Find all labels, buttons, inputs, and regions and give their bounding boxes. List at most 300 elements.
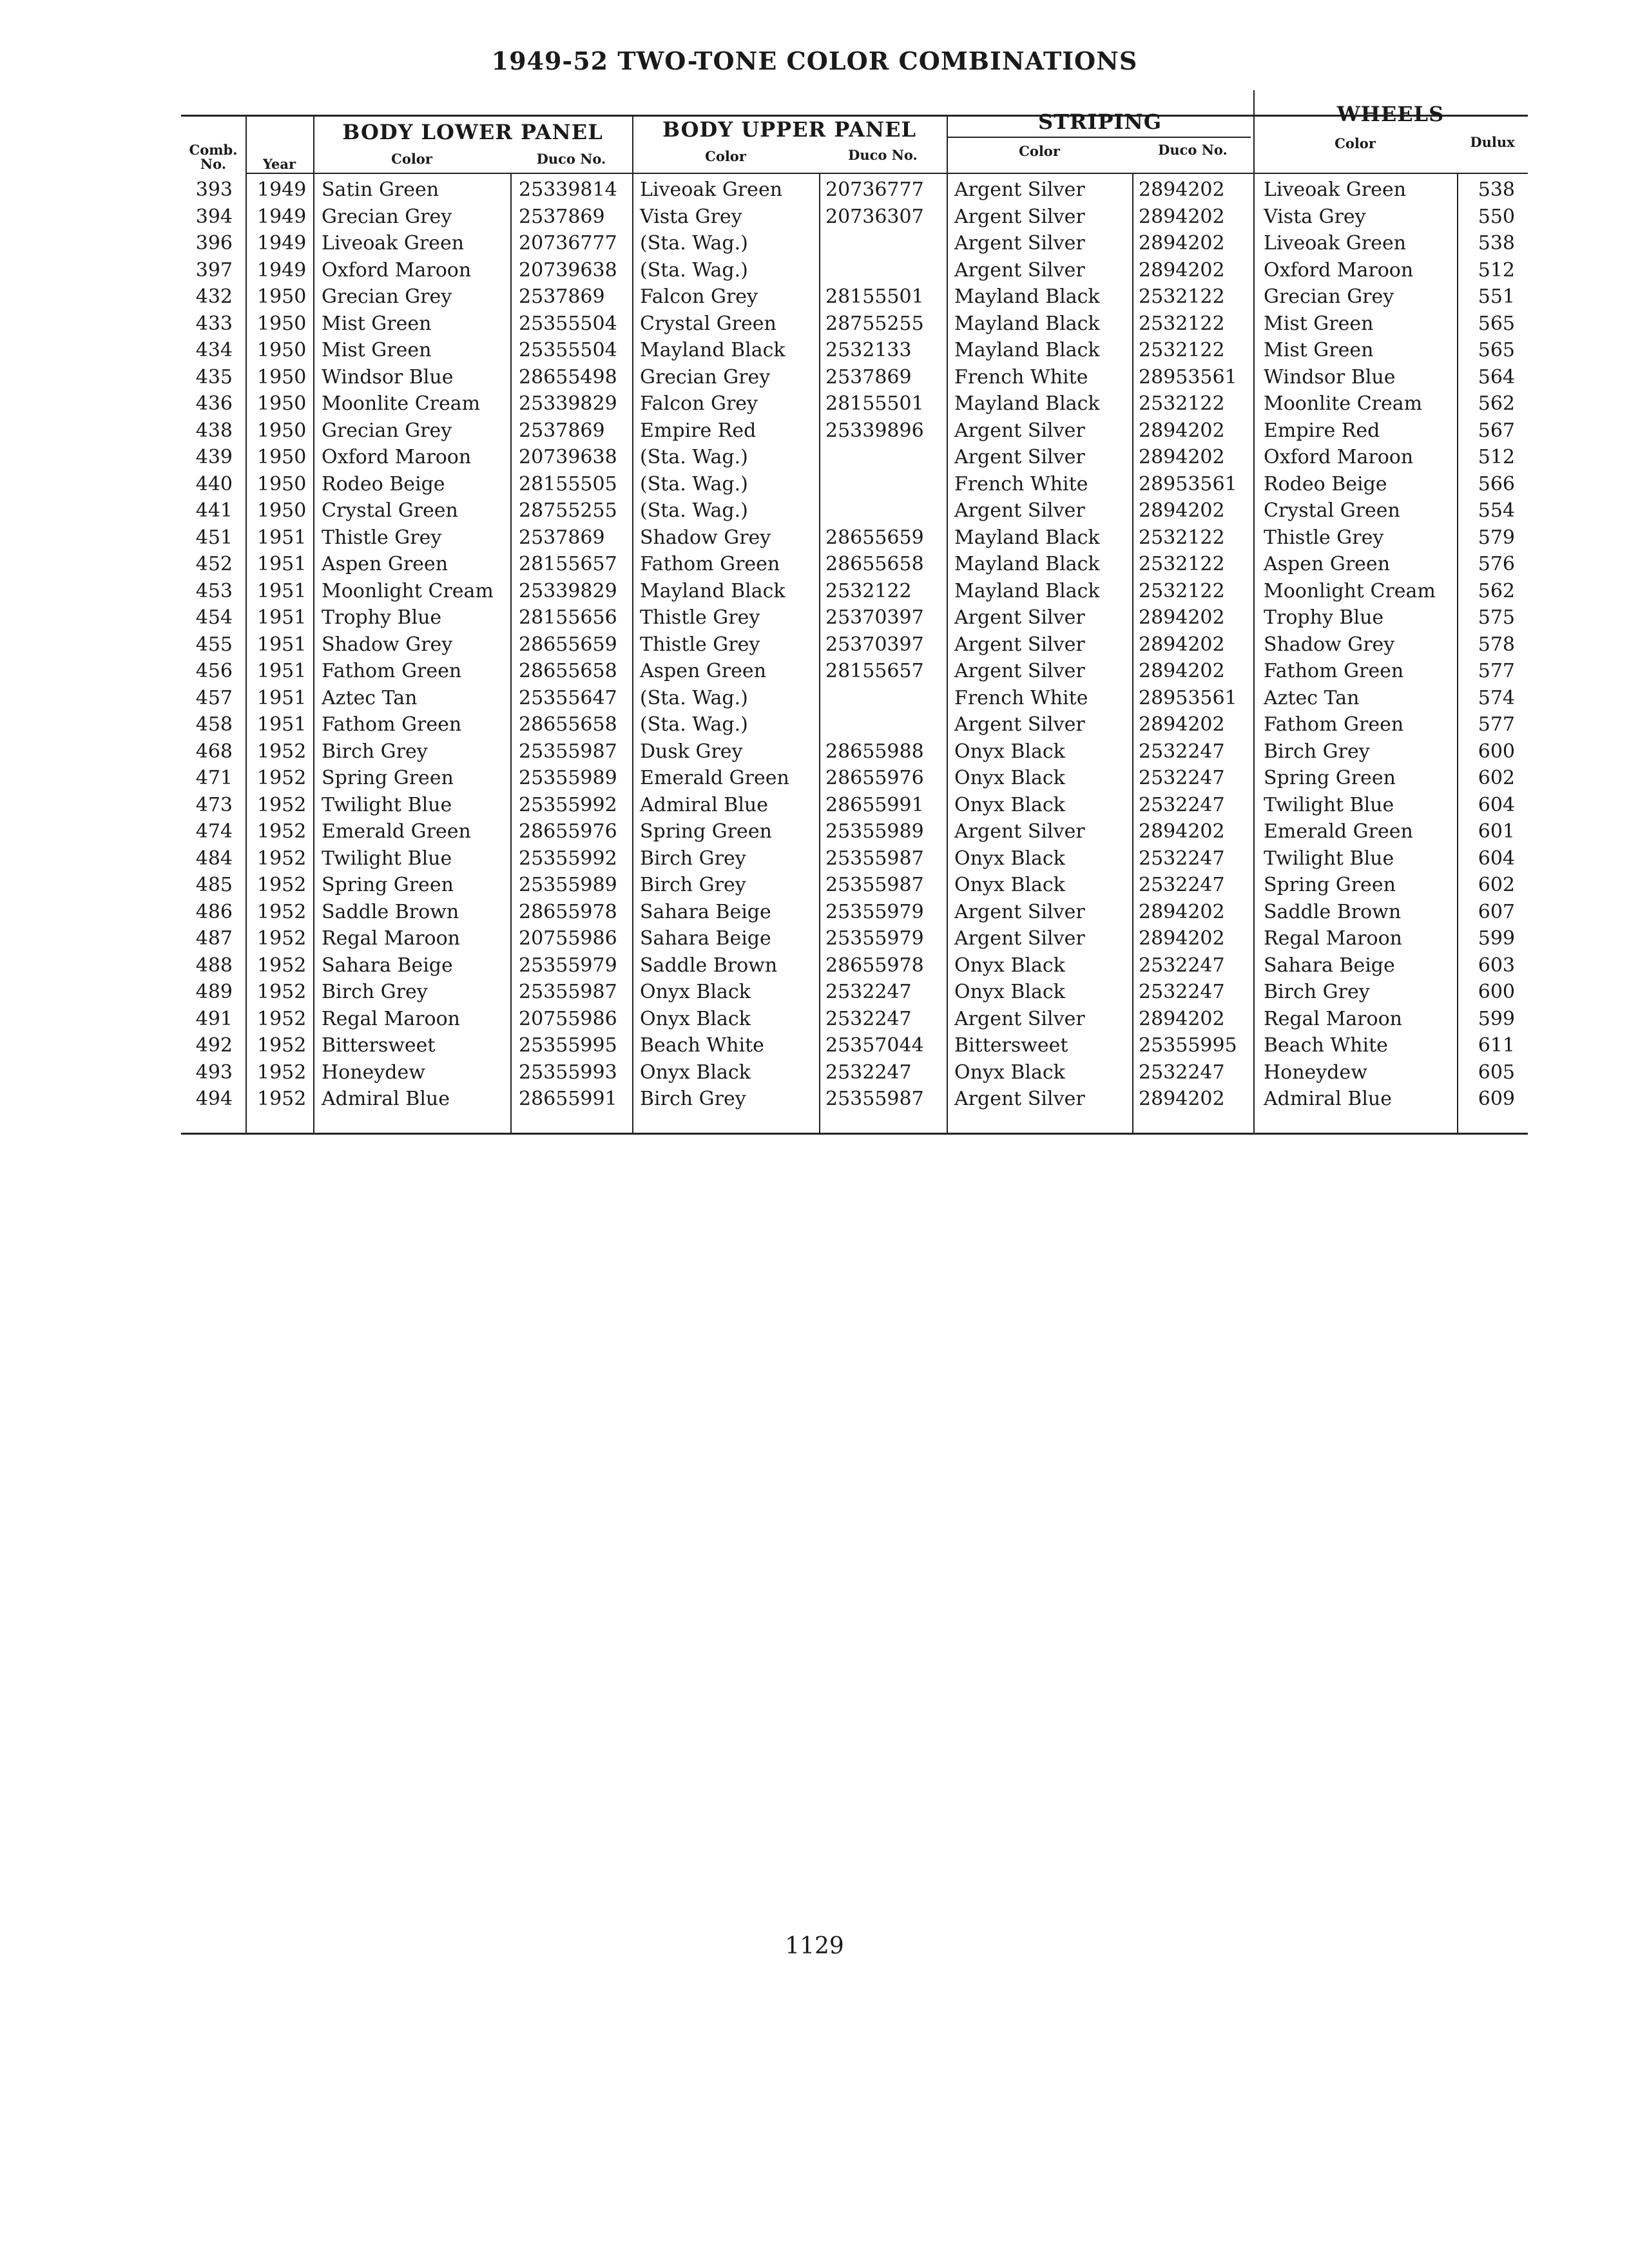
table-row: [181, 686, 1528, 712]
lower-color-cell: Bittersweet: [322, 1034, 436, 1057]
year-cell: 1952: [257, 981, 307, 1003]
year-cell: 1952: [257, 767, 307, 789]
wheel-color-cell: Regal Maroon: [1264, 1007, 1402, 1030]
comb-no-cell: 434: [195, 339, 233, 361]
wheel-dulux-cell: 609: [1478, 1088, 1515, 1110]
upper-duco-cell: 28755255: [825, 312, 924, 335]
lower-color-cell: Emerald Green: [322, 820, 471, 843]
upper-duco-cell: 25370397: [825, 633, 924, 656]
upper-duco-cell: 25355979: [825, 927, 924, 950]
table-row: [181, 793, 1528, 819]
striping-color-cell: Onyx Black: [954, 847, 1065, 870]
year-cell: 1950: [257, 312, 307, 335]
upper-duco-cell: 28655976: [825, 767, 924, 789]
wheel-color-cell: Twilight Blue: [1264, 847, 1394, 870]
wheel-color-cell: Shadow Grey: [1264, 633, 1395, 656]
table-row: [181, 204, 1528, 231]
striping-duco-cell: 2894202: [1139, 633, 1225, 656]
striping-group-rule: [948, 137, 1251, 138]
table-row: [181, 498, 1528, 524]
lower-duco-cell: 25355989: [519, 767, 617, 789]
comb-no-cell: 486: [195, 900, 233, 923]
wheel-color-cell: Crystal Green: [1264, 499, 1400, 522]
wheel-dulux-cell: 574: [1478, 686, 1515, 709]
table-row: [181, 1006, 1528, 1033]
lower-duco-cell: 25355987: [519, 981, 617, 1003]
striping-color-cell: Mayland Black: [954, 312, 1100, 335]
striping-color-cell: Argent Silver: [954, 927, 1085, 950]
table-row: [181, 872, 1528, 899]
striping-color-cell: French White: [954, 686, 1088, 709]
lower-color-cell: Thistle Grey: [322, 526, 442, 549]
table-row: [181, 765, 1528, 792]
comb-no-cell: 491: [195, 1007, 233, 1030]
lower-color-cell: Rodeo Beige: [322, 472, 445, 495]
header-upper-duco: Duco No.: [848, 147, 918, 163]
upper-color-cell: Grecian Grey: [640, 365, 771, 389]
comb-no-cell: 493: [195, 1061, 233, 1084]
lower-color-cell: Twilight Blue: [322, 793, 452, 816]
wheel-dulux-cell: 565: [1478, 339, 1515, 361]
upper-color-cell: Onyx Black: [640, 1007, 751, 1030]
table-row: [181, 258, 1528, 284]
header-no: No.: [200, 156, 227, 172]
wheel-color-cell: Moonlight Cream: [1264, 579, 1436, 602]
lower-duco-cell: 28655498: [519, 365, 617, 389]
striping-duco-cell: 2532247: [1139, 954, 1225, 977]
wheel-dulux-cell: 554: [1478, 499, 1515, 522]
comb-no-cell: 474: [195, 820, 233, 843]
year-cell: 1952: [257, 820, 307, 843]
upper-color-cell: (Sta. Wag.): [640, 472, 748, 495]
wheel-color-cell: Moonlite Cream: [1264, 392, 1423, 415]
comb-no-cell: 454: [195, 606, 233, 629]
upper-duco-cell: 20736777: [825, 178, 924, 201]
comb-no-cell: 433: [195, 312, 233, 335]
striping-duco-cell: 2532122: [1139, 392, 1225, 415]
striping-duco-cell: 28953561: [1139, 472, 1237, 495]
striping-duco-cell: 2532247: [1139, 767, 1225, 789]
striping-color-cell: Onyx Black: [954, 767, 1065, 789]
upper-color-cell: Onyx Black: [640, 981, 751, 1003]
upper-duco-cell: 28155501: [825, 285, 924, 308]
wheel-dulux-cell: 604: [1478, 793, 1515, 816]
striping-color-cell: Mayland Black: [954, 285, 1100, 308]
year-cell: 1952: [257, 927, 307, 950]
striping-duco-cell: 2532122: [1139, 553, 1225, 575]
striping-color-cell: French White: [954, 365, 1088, 389]
striping-color-cell: Argent Silver: [954, 499, 1085, 522]
lower-duco-cell: 25355979: [519, 954, 617, 977]
wheel-color-cell: Fathom Green: [1264, 713, 1404, 736]
striping-color-cell: Mayland Black: [954, 392, 1100, 415]
wheel-color-cell: Windsor Blue: [1264, 365, 1396, 389]
upper-color-cell: Thistle Grey: [640, 606, 760, 629]
striping-color-cell: Bittersweet: [954, 1034, 1068, 1057]
table-row: [181, 819, 1528, 845]
comb-no-cell: 452: [195, 553, 233, 575]
wheel-color-cell: Mist Green: [1264, 339, 1374, 361]
comb-no-cell: 492: [195, 1034, 233, 1057]
striping-color-cell: Mayland Black: [954, 526, 1100, 549]
header-upper-color: Color: [705, 148, 746, 164]
upper-color-cell: (Sta. Wag.): [640, 713, 748, 736]
header-rule: [246, 173, 1528, 174]
upper-duco-cell: 20736307: [825, 205, 924, 228]
year-cell: 1950: [257, 446, 307, 468]
year-cell: 1951: [257, 633, 307, 656]
lower-duco-cell: 2537869: [519, 526, 605, 549]
lower-color-cell: Honeydew: [322, 1061, 425, 1084]
year-cell: 1950: [257, 392, 307, 415]
upper-color-cell: Aspen Green: [640, 660, 767, 682]
comb-no-cell: 473: [195, 793, 233, 816]
lower-color-cell: Fathom Green: [322, 713, 462, 736]
lower-duco-cell: 28655659: [519, 633, 617, 656]
lower-color-cell: Admiral Blue: [322, 1088, 450, 1110]
comb-no-cell: 484: [195, 847, 233, 870]
upper-color-cell: Emerald Green: [640, 767, 789, 789]
striping-color-cell: Mayland Black: [954, 339, 1100, 361]
wheel-dulux-cell: 602: [1478, 767, 1515, 789]
striping-color-cell: Argent Silver: [954, 713, 1085, 736]
upper-duco-cell: 25370397: [825, 606, 924, 629]
lower-color-cell: Trophy Blue: [322, 606, 442, 629]
year-cell: 1949: [257, 258, 307, 282]
wheel-dulux-cell: 600: [1478, 981, 1515, 1003]
year-cell: 1952: [257, 954, 307, 977]
striping-duco-cell: 2532247: [1139, 981, 1225, 1003]
table-row: [181, 177, 1528, 204]
lower-duco-cell: 25339829: [519, 392, 617, 415]
comb-no-cell: 457: [195, 686, 233, 709]
striping-duco-cell: 2894202: [1139, 205, 1225, 228]
lower-color-cell: Crystal Green: [322, 499, 458, 522]
striping-color-cell: Onyx Black: [954, 874, 1065, 896]
upper-color-cell: Mayland Black: [640, 339, 786, 361]
comb-no-cell: 489: [195, 981, 233, 1003]
striping-duco-cell: 2532122: [1139, 579, 1225, 602]
lower-duco-cell: 25355647: [519, 686, 617, 709]
striping-duco-cell: 2532122: [1139, 285, 1225, 308]
lower-color-cell: Mist Green: [322, 312, 432, 335]
table-bottom-rule: [181, 1133, 1528, 1135]
wheel-dulux-cell: 577: [1478, 713, 1515, 736]
year-cell: 1949: [257, 232, 307, 255]
page-title: 1949-52 TWO-TONE COLOR COMBINATIONS: [491, 46, 1138, 75]
wheel-color-cell: Oxford Maroon: [1264, 258, 1414, 282]
lower-duco-cell: 25355993: [519, 1061, 617, 1084]
header-wheels-dulux: Dulux: [1470, 134, 1515, 150]
striping-color-cell: French White: [954, 472, 1088, 495]
lower-duco-cell: 20755986: [519, 927, 617, 950]
comb-no-cell: 485: [195, 874, 233, 896]
wheel-color-cell: Twilight Blue: [1264, 793, 1394, 816]
striping-color-cell: Argent Silver: [954, 900, 1085, 923]
upper-duco-cell: 28155657: [825, 660, 924, 682]
upper-duco-cell: 25339896: [825, 419, 924, 442]
wheel-color-cell: Aztec Tan: [1264, 686, 1360, 709]
wheel-dulux-cell: 599: [1478, 927, 1515, 950]
upper-duco-cell: 2532133: [825, 339, 912, 361]
striping-duco-cell: 2894202: [1139, 446, 1225, 468]
comb-no-cell: 453: [195, 579, 233, 602]
comb-no-cell: 436: [195, 392, 233, 415]
table-row: [181, 311, 1528, 338]
lower-duco-cell: 25355995: [519, 1034, 617, 1057]
upper-color-cell: Birch Grey: [640, 1088, 746, 1110]
striping-color-cell: Argent Silver: [954, 446, 1085, 468]
comb-no-cell: 455: [195, 633, 233, 656]
table-row: [181, 338, 1528, 364]
color-combination-table: [181, 90, 1528, 1134]
striping-color-cell: Mayland Black: [954, 553, 1100, 575]
year-cell: 1952: [257, 847, 307, 870]
comb-no-cell: 439: [195, 446, 233, 468]
striping-color-cell: Argent Silver: [954, 820, 1085, 843]
wheel-dulux-cell: 611: [1478, 1034, 1515, 1057]
wheel-color-cell: Trophy Blue: [1264, 606, 1384, 629]
page-number: 1129: [785, 1933, 844, 1959]
upper-duco-cell: 28655658: [825, 553, 924, 575]
wheel-dulux-cell: 512: [1478, 446, 1515, 468]
striping-duco-cell: 2894202: [1139, 927, 1225, 950]
lower-color-cell: Sahara Beige: [322, 954, 453, 977]
upper-color-cell: Sahara Beige: [640, 900, 771, 923]
table-row: [181, 418, 1528, 445]
year-cell: 1952: [257, 1034, 307, 1057]
year-cell: 1951: [257, 526, 307, 549]
upper-color-cell: Falcon Grey: [640, 392, 758, 415]
striping-color-cell: Argent Silver: [954, 606, 1085, 629]
striping-duco-cell: 2894202: [1139, 900, 1225, 923]
wheel-color-cell: Beach White: [1264, 1034, 1388, 1057]
year-cell: 1949: [257, 178, 307, 201]
upper-duco-cell: 28655988: [825, 740, 924, 763]
lower-duco-cell: 28655976: [519, 820, 617, 843]
lower-color-cell: Moonlite Cream: [322, 392, 481, 415]
year-cell: 1952: [257, 1007, 307, 1030]
striping-duco-cell: 2532247: [1139, 1061, 1225, 1084]
upper-duco-cell: 28155501: [825, 392, 924, 415]
lower-duco-cell: 25355504: [519, 339, 617, 361]
table-row: [181, 846, 1528, 872]
upper-color-cell: (Sta. Wag.): [640, 232, 748, 255]
lower-duco-cell: 28655658: [519, 660, 617, 682]
upper-duco-cell: 2532247: [825, 1007, 912, 1030]
wheel-color-cell: Birch Grey: [1264, 740, 1370, 763]
lower-duco-cell: 2537869: [519, 205, 605, 228]
wheel-dulux-cell: 512: [1478, 258, 1515, 282]
table-row: [181, 552, 1528, 578]
lower-color-cell: Moonlight Cream: [322, 579, 494, 602]
wheel-color-cell: Saddle Brown: [1264, 900, 1402, 923]
wheel-color-cell: Regal Maroon: [1264, 927, 1402, 950]
upper-color-cell: Saddle Brown: [640, 954, 778, 977]
upper-color-cell: Admiral Blue: [640, 793, 768, 816]
comb-no-cell: 396: [195, 232, 233, 255]
table-row: [181, 712, 1528, 738]
table-row: [181, 1086, 1528, 1113]
upper-color-cell: Sahara Beige: [640, 927, 771, 950]
wheel-dulux-cell: 579: [1478, 526, 1515, 549]
striping-color-cell: Mayland Black: [954, 579, 1100, 602]
year-cell: 1952: [257, 900, 307, 923]
striping-color-cell: Argent Silver: [954, 258, 1085, 282]
upper-color-cell: (Sta. Wag.): [640, 446, 748, 468]
striping-duco-cell: 2894202: [1139, 660, 1225, 682]
lower-duco-cell: 25355992: [519, 847, 617, 870]
lower-color-cell: Shadow Grey: [322, 633, 453, 656]
header-striping: STRIPING: [1037, 110, 1162, 134]
wheel-color-cell: Admiral Blue: [1264, 1088, 1392, 1110]
upper-color-cell: Birch Grey: [640, 874, 746, 896]
comb-no-cell: 471: [195, 767, 233, 789]
upper-color-cell: (Sta. Wag.): [640, 499, 748, 522]
wheel-color-cell: Fathom Green: [1264, 660, 1404, 682]
comb-no-cell: 432: [195, 285, 233, 308]
striping-color-cell: Argent Silver: [954, 419, 1085, 442]
upper-color-cell: Shadow Grey: [640, 526, 771, 549]
striping-duco-cell: 2894202: [1139, 820, 1225, 843]
upper-duco-cell: 25355987: [825, 1088, 924, 1110]
wheel-color-cell: Rodeo Beige: [1264, 472, 1387, 495]
wheel-dulux-cell: 607: [1478, 900, 1515, 923]
lower-color-cell: Oxford Maroon: [322, 446, 472, 468]
comb-no-cell: 438: [195, 419, 233, 442]
upper-duco-cell: 2537869: [825, 365, 912, 389]
wheel-color-cell: Emerald Green: [1264, 820, 1413, 843]
year-cell: 1951: [257, 606, 307, 629]
lower-duco-cell: 20736777: [519, 232, 617, 255]
lower-color-cell: Birch Grey: [322, 740, 428, 763]
upper-color-cell: Thistle Grey: [640, 633, 760, 656]
wheel-dulux-cell: 605: [1478, 1061, 1515, 1084]
lower-color-cell: Aztec Tan: [322, 686, 418, 709]
table-row: [181, 605, 1528, 631]
table-row: [181, 658, 1528, 685]
striping-duco-cell: 2532122: [1139, 526, 1225, 549]
wheel-dulux-cell: 567: [1478, 419, 1515, 442]
header-body-upper-panel: BODY UPPER PANEL: [662, 117, 917, 142]
striping-duco-cell: 2894202: [1139, 713, 1225, 736]
year-cell: 1952: [257, 740, 307, 763]
upper-color-cell: Beach White: [640, 1034, 764, 1057]
year-cell: 1951: [257, 686, 307, 709]
upper-color-cell: (Sta. Wag.): [640, 686, 748, 709]
year-cell: 1950: [257, 472, 307, 495]
wheel-color-cell: Honeydew: [1264, 1061, 1367, 1084]
year-cell: 1950: [257, 285, 307, 308]
table-row: [181, 391, 1528, 418]
upper-color-cell: Birch Grey: [640, 847, 746, 870]
table-row: [181, 472, 1528, 498]
striping-color-cell: Onyx Black: [954, 1061, 1065, 1084]
wheel-dulux-cell: 562: [1478, 579, 1515, 602]
striping-color-cell: Argent Silver: [954, 178, 1085, 201]
lower-color-cell: Birch Grey: [322, 981, 428, 1003]
striping-color-cell: Argent Silver: [954, 232, 1085, 255]
table-row: [181, 1033, 1528, 1059]
wheel-dulux-cell: 604: [1478, 847, 1515, 870]
lower-duco-cell: 20739638: [519, 258, 617, 282]
header-body-lower-panel: BODY LOWER PANEL: [342, 120, 603, 144]
upper-color-cell: Falcon Grey: [640, 285, 758, 308]
wheel-color-cell: Spring Green: [1264, 874, 1396, 896]
year-cell: 1952: [257, 1088, 307, 1110]
upper-color-cell: Spring Green: [640, 820, 772, 843]
lower-color-cell: Aspen Green: [322, 553, 448, 575]
wheel-dulux-cell: 600: [1478, 740, 1515, 763]
wheel-color-cell: Liveoak Green: [1264, 178, 1407, 201]
striping-duco-cell: 2894202: [1139, 499, 1225, 522]
lower-color-cell: Liveoak Green: [322, 232, 465, 255]
lower-duco-cell: 20755986: [519, 1007, 617, 1030]
table-row: [181, 739, 1528, 765]
striping-duco-cell: 2894202: [1139, 606, 1225, 629]
lower-color-cell: Spring Green: [322, 874, 454, 896]
wheel-dulux-cell: 575: [1478, 606, 1515, 629]
comb-no-cell: 456: [195, 660, 233, 682]
lower-color-cell: Oxford Maroon: [322, 258, 472, 282]
striping-duco-cell: 2894202: [1139, 1088, 1225, 1110]
upper-duco-cell: 25357044: [825, 1034, 924, 1057]
wheel-dulux-cell: 538: [1478, 232, 1515, 255]
year-cell: 1950: [257, 339, 307, 361]
lower-color-cell: Mist Green: [322, 339, 432, 361]
upper-duco-cell: 2532247: [825, 1061, 912, 1084]
comb-no-cell: 458: [195, 713, 233, 736]
wheel-color-cell: Birch Grey: [1264, 981, 1370, 1003]
striping-color-cell: Argent Silver: [954, 1007, 1085, 1030]
year-cell: 1950: [257, 419, 307, 442]
striping-color-cell: Argent Silver: [954, 1088, 1085, 1110]
wheel-dulux-cell: 603: [1478, 954, 1515, 977]
table-row: [181, 632, 1528, 658]
wheel-dulux-cell: 602: [1478, 874, 1515, 896]
upper-color-cell: Vista Grey: [640, 205, 742, 228]
lower-color-cell: Grecian Grey: [322, 205, 452, 228]
wheel-color-cell: Mist Green: [1264, 312, 1374, 335]
header-wheels: WHEELS: [1336, 102, 1445, 126]
wheel-dulux-cell: 538: [1478, 178, 1515, 201]
comb-no-cell: 394: [195, 205, 233, 228]
year-cell: 1950: [257, 499, 307, 522]
lower-duco-cell: 25339829: [519, 579, 617, 602]
upper-color-cell: Fathom Green: [640, 553, 780, 575]
striping-duco-cell: 2894202: [1139, 178, 1225, 201]
header-striping-duco: Duco No.: [1158, 142, 1228, 158]
lower-duco-cell: 25339814: [519, 178, 617, 201]
wheel-dulux-cell: 551: [1478, 285, 1515, 308]
lower-duco-cell: 25355987: [519, 740, 617, 763]
year-cell: 1951: [257, 660, 307, 682]
upper-duco-cell: 25355987: [825, 847, 924, 870]
comb-no-cell: 494: [195, 1088, 233, 1110]
lower-color-cell: Saddle Brown: [322, 900, 459, 923]
comb-no-cell: 435: [195, 365, 233, 389]
table-row: [181, 231, 1528, 257]
comb-no-cell: 397: [195, 258, 233, 282]
wheel-dulux-cell: 566: [1478, 472, 1515, 495]
table-row: [181, 979, 1528, 1006]
wheel-color-cell: Empire Red: [1264, 419, 1380, 442]
lower-duco-cell: 28155656: [519, 606, 617, 629]
year-cell: 1950: [257, 365, 307, 389]
striping-color-cell: Onyx Black: [954, 981, 1065, 1003]
wheel-color-cell: Vista Grey: [1264, 205, 1366, 228]
striping-duco-cell: 2894202: [1139, 1007, 1225, 1030]
